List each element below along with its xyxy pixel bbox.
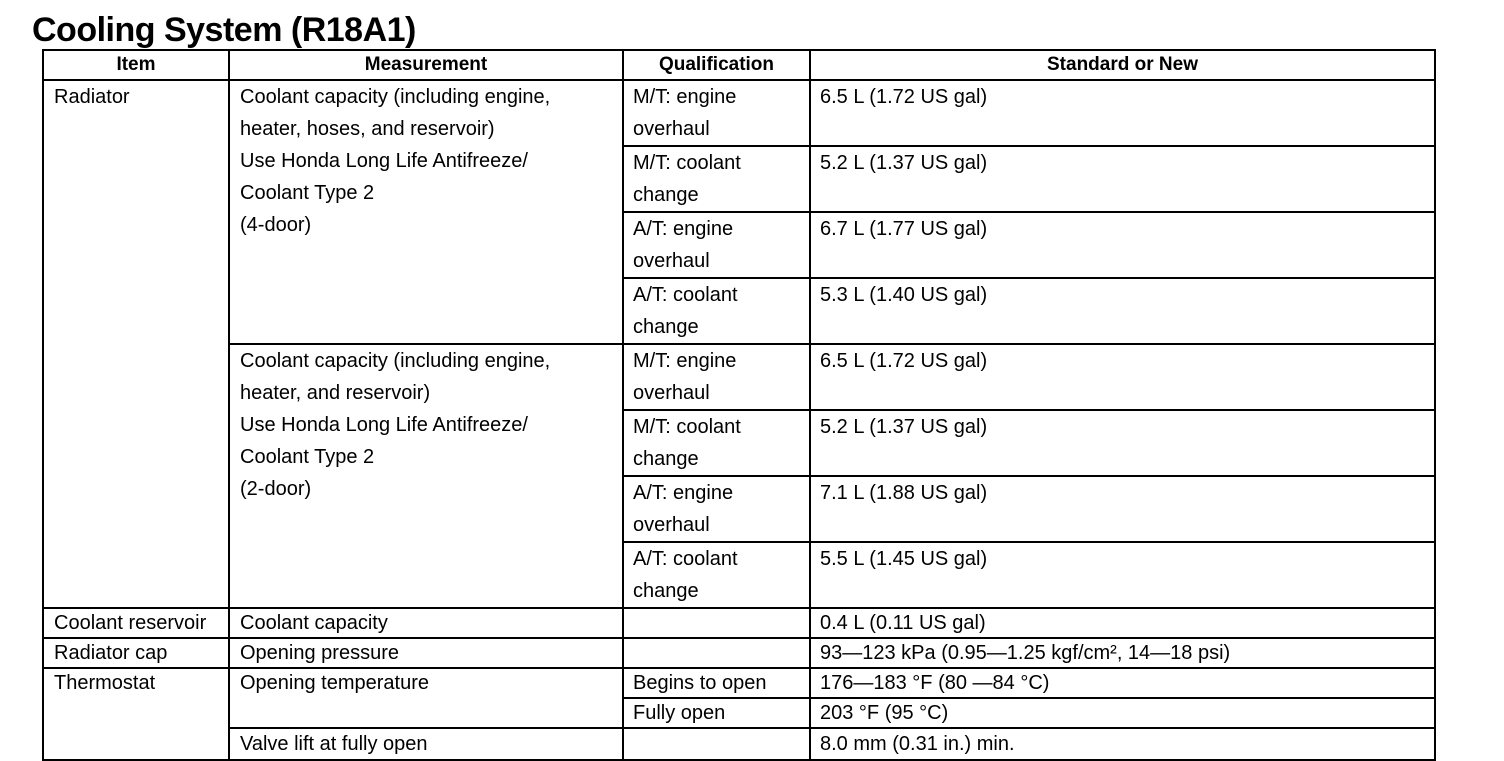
standard-cell: 5.2 L (1.37 US gal)	[810, 410, 1435, 476]
measurement-cell: Opening temperature	[229, 668, 623, 728]
item-radiator: Radiator	[43, 80, 229, 608]
cooling-system-spec-table	[42, 49, 1436, 761]
qualification-cell: Fully open	[623, 698, 810, 728]
qualification-cell: M/T: engine overhaul	[623, 80, 810, 146]
table-row	[43, 344, 1435, 410]
table-row	[43, 80, 1435, 146]
standard-cell: 5.5 L (1.45 US gal)	[810, 542, 1435, 608]
qualification-cell	[623, 608, 810, 638]
header-standard: Standard or New	[810, 50, 1435, 80]
header-item: Item	[43, 50, 229, 80]
qualification-cell: M/T: engine overhaul	[623, 344, 810, 410]
measurement-cell: Valve lift at fully open	[229, 728, 623, 760]
item-radiator-cap: Radiator cap	[43, 638, 229, 668]
standard-cell: 6.7 L (1.77 US gal)	[810, 212, 1435, 278]
standard-cell: 8.0 mm (0.31 in.) min.	[810, 728, 1435, 760]
item-coolant-reservoir: Coolant reservoir	[43, 608, 229, 638]
qualification-cell: A/T: coolant change	[623, 278, 810, 344]
qualification-cell	[623, 728, 810, 760]
standard-cell: 203 °F (95 °C)	[810, 698, 1435, 728]
measurement-cell: Coolant capacity	[229, 608, 623, 638]
qualification-cell: A/T: engine overhaul	[623, 212, 810, 278]
standard-cell: 5.2 L (1.37 US gal)	[810, 146, 1435, 212]
qualification-cell	[623, 638, 810, 668]
standard-cell: 7.1 L (1.88 US gal)	[810, 476, 1435, 542]
qualification-cell: M/T: coolant change	[623, 146, 810, 212]
table-row	[43, 638, 1435, 668]
table-row	[43, 668, 1435, 698]
standard-cell: 6.5 L (1.72 US gal)	[810, 344, 1435, 410]
table-header-row	[43, 50, 1435, 80]
standard-cell: 93—123 kPa (0.95—1.25 kgf/cm², 14—18 psi)	[810, 638, 1435, 668]
standard-cell: 0.4 L (0.11 US gal)	[810, 608, 1435, 638]
qualification-cell: M/T: coolant change	[623, 410, 810, 476]
standard-cell: 5.3 L (1.40 US gal)	[810, 278, 1435, 344]
measurement-radiator-4door: Coolant capacity (including engine, heater, hoses, and reservoir) Use Honda Long Life Antifreeze/ Coolant Type 2 (4-door)	[229, 80, 623, 344]
header-measurement: Measurement	[229, 50, 623, 80]
item-thermostat: Thermostat	[43, 668, 229, 760]
measurement-radiator-2door: Coolant capacity (including engine, heater, and reservoir) Use Honda Long Life Antifreeze/ Coolant Type 2 (2-door)	[229, 344, 623, 608]
qualification-cell: Begins to open	[623, 668, 810, 698]
qualification-cell: A/T: coolant change	[623, 542, 810, 608]
table-row	[43, 728, 1435, 760]
standard-cell: 176—183 °F (80 —84 °C)	[810, 668, 1435, 698]
qualification-cell: A/T: engine overhaul	[623, 476, 810, 542]
standard-cell: 6.5 L (1.72 US gal)	[810, 80, 1435, 146]
table-row	[43, 608, 1435, 638]
measurement-cell: Opening pressure	[229, 638, 623, 668]
header-qualification: Qualification	[623, 50, 810, 80]
page-title: Cooling System (R18A1)	[32, 11, 416, 49]
